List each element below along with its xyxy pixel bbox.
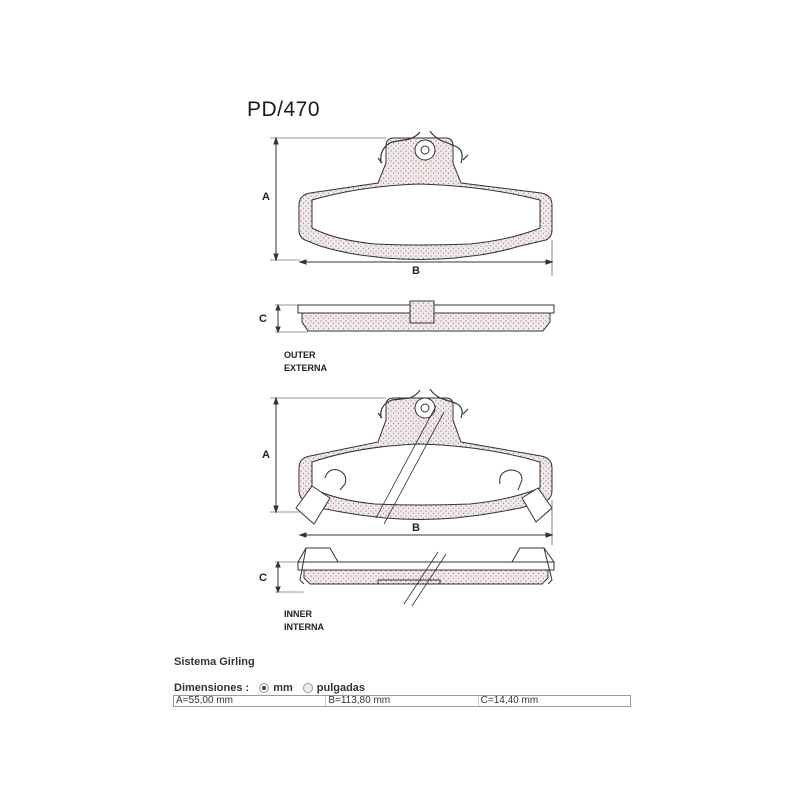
outer-view-label <box>284 349 327 375</box>
units-label: Dimensiones : <box>174 682 250 694</box>
outer-dim-b-label: B <box>412 265 420 277</box>
inner-label-en: INNER <box>284 609 313 619</box>
dimensions-table <box>173 695 631 707</box>
inner-side-view <box>275 548 554 606</box>
system-title: Sistema Girling <box>174 656 255 668</box>
mm-radio[interactable] <box>259 683 269 693</box>
mm-radio-label[interactable]: mm <box>273 682 293 694</box>
outer-side-view <box>275 301 554 332</box>
pulgadas-radio-label[interactable]: pulgadas <box>316 682 366 694</box>
dimension-a-cell: A=55,00 mm <box>174 696 326 706</box>
inner-dim-a-label: A <box>262 449 270 461</box>
outer-dim-c-label: C <box>259 313 267 325</box>
units-selector <box>174 682 365 694</box>
inner-front-view <box>270 389 552 545</box>
part-code-title: PD/470 <box>247 98 321 121</box>
outer-label-es: EXTERNA <box>284 363 328 373</box>
outer-pivot-hole <box>421 146 429 154</box>
inner-view-label <box>284 608 324 634</box>
dimension-b-cell: B=113,80 mm <box>326 696 478 706</box>
dimension-c-cell: C=14,40 mm <box>480 695 539 706</box>
outer-friction-face <box>312 184 540 245</box>
inner-side-backplate <box>298 562 554 570</box>
outer-label-en: OUTER <box>284 350 316 360</box>
outer-dim-a-label: A <box>262 191 270 203</box>
inner-dim-b-label: B <box>412 522 420 534</box>
outer-front-view <box>270 131 552 276</box>
pulgadas-radio[interactable] <box>303 683 313 693</box>
inner-dim-c-label: C <box>259 572 267 584</box>
inner-label-es: INTERNA <box>284 622 324 632</box>
